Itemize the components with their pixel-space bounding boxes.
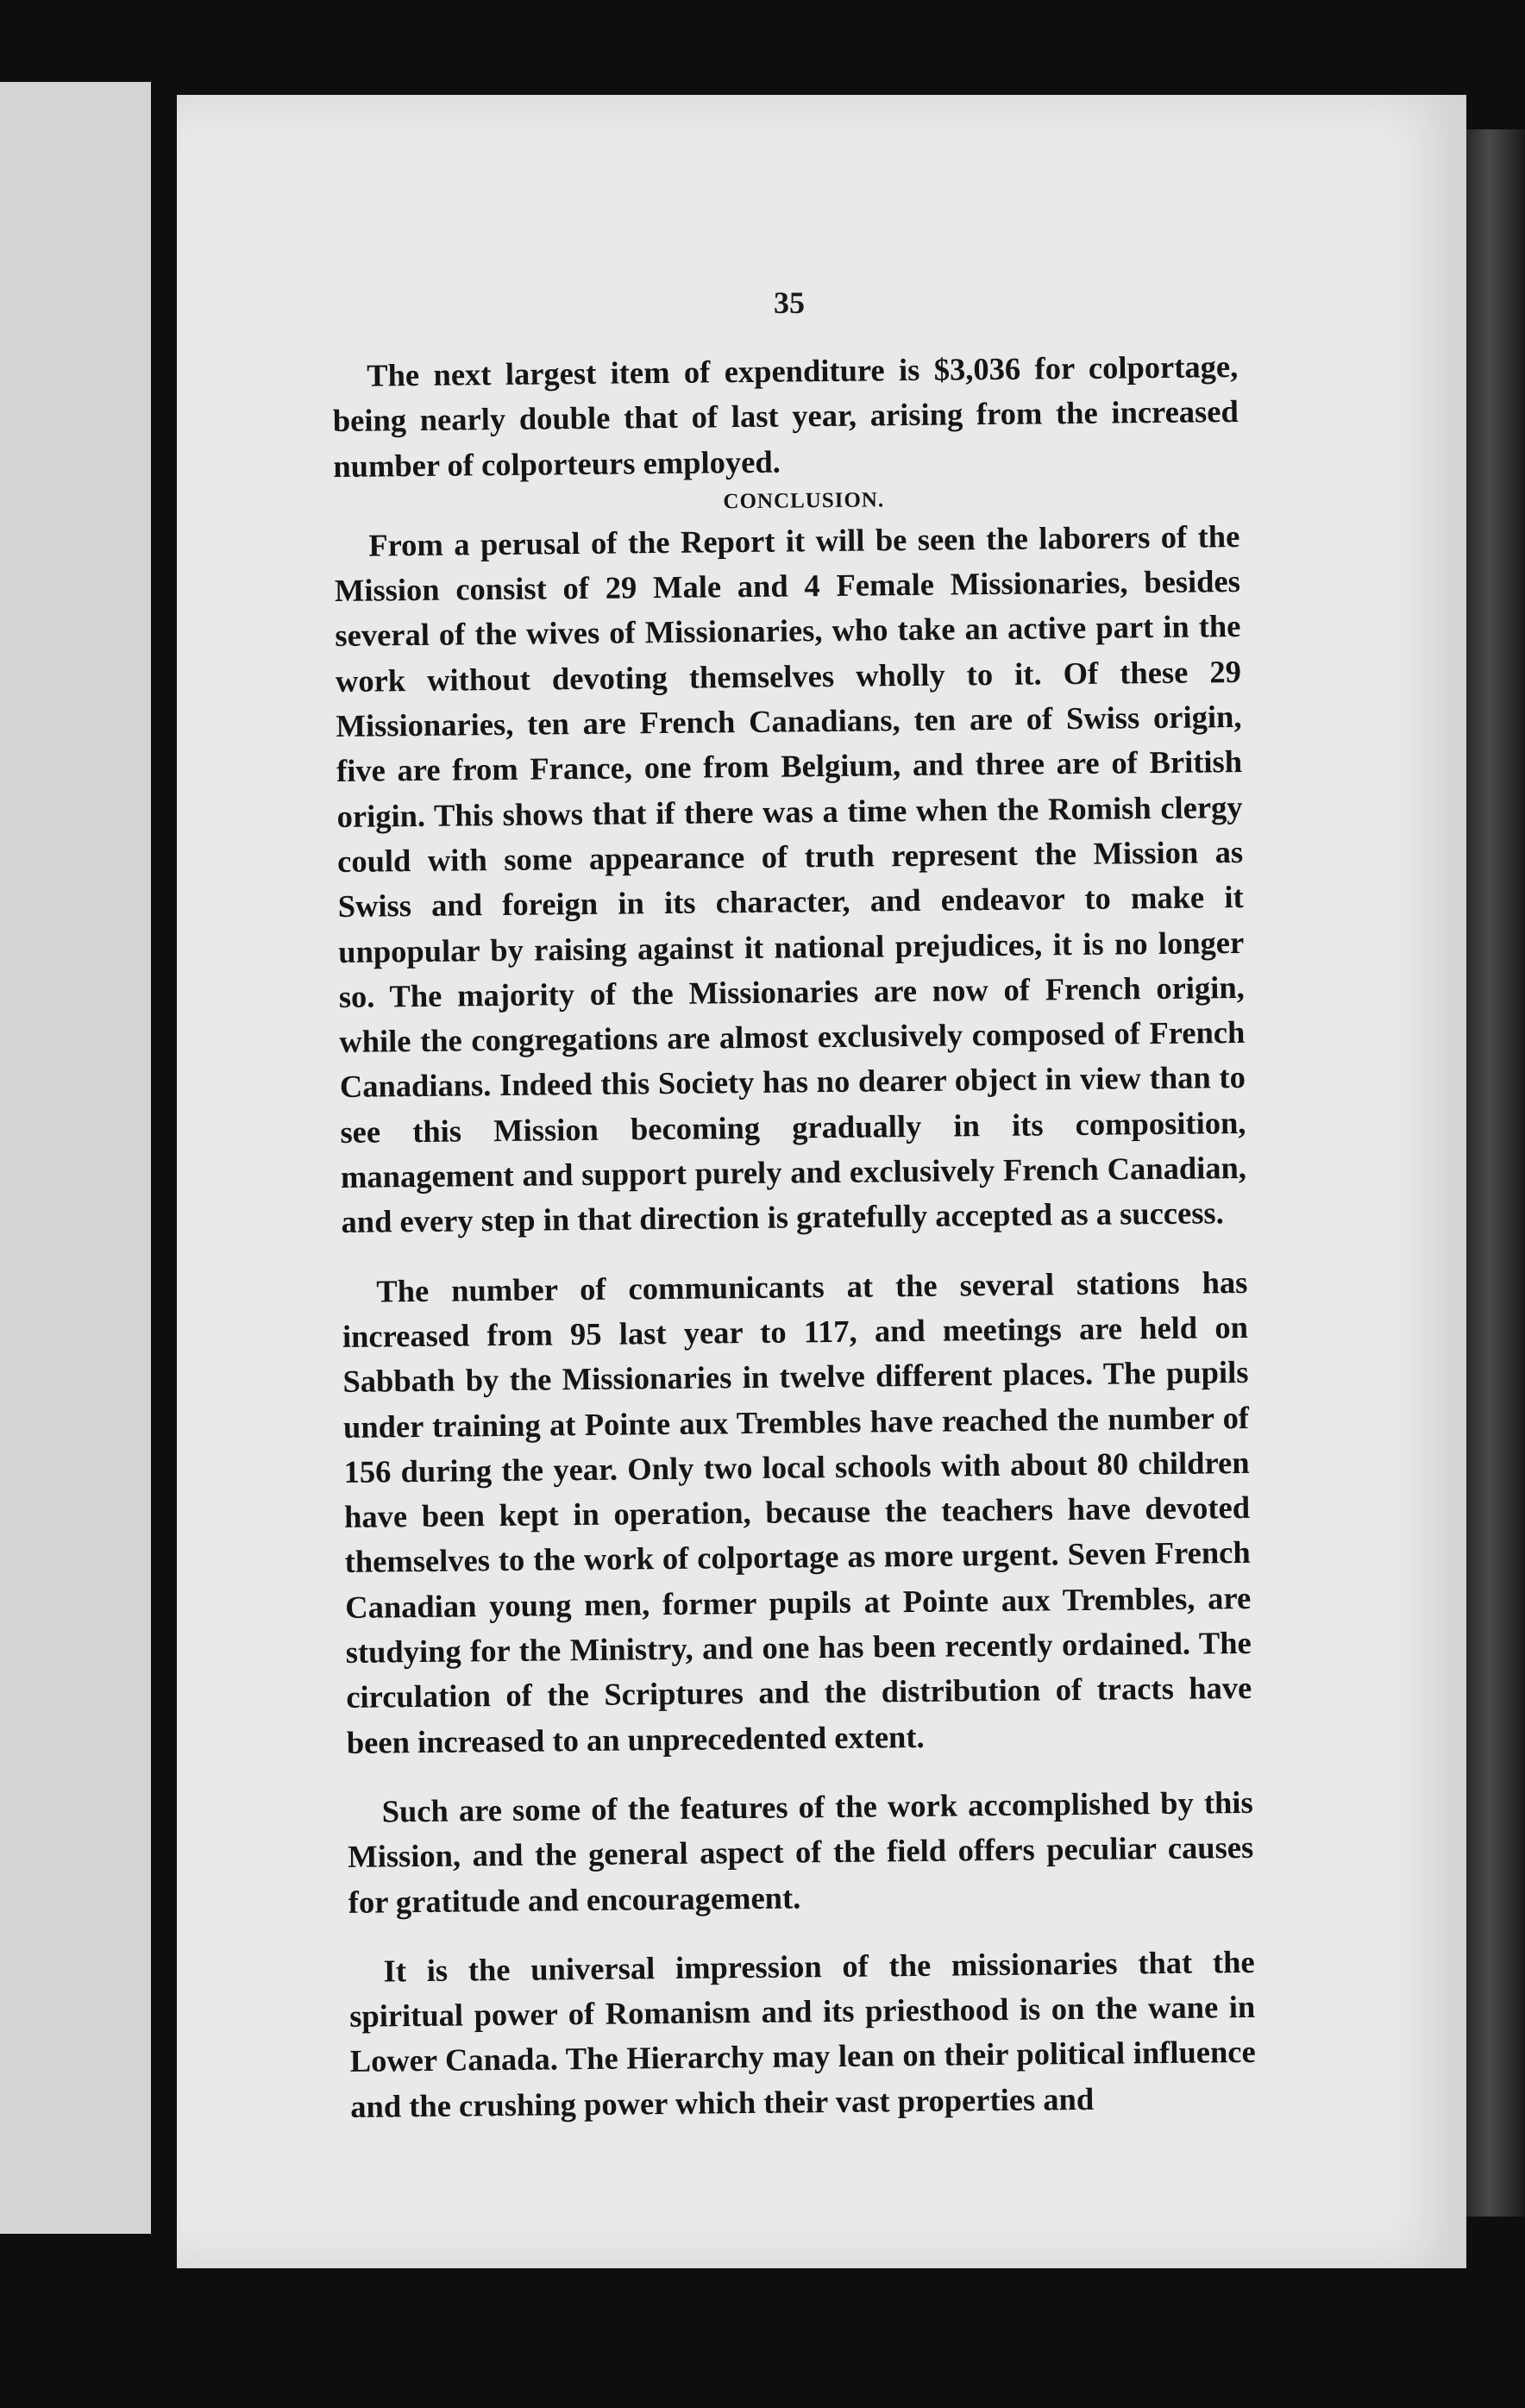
- book-page: [177, 95, 1466, 2268]
- paragraph-3: Such are some of the features of the work accomplished by this Mission, and the general aspect of the field offers peculiar causes for gratitude and encouragement.: [348, 1784, 1254, 1920]
- paragraph-4: It is the universal impression of the missionaries that the spiritual power of Romanism and its priesthood is on the wane in Lower Canada. The Hierarchy may lean on their political influence and the crushing power which their vast properties and: [348, 1943, 1256, 2124]
- book-spine-shadow: [1466, 129, 1525, 2217]
- paragraph-1: From a perusal of the Report it will be seen the laborers of the Mission consist of 29 Male and 4 Female Missionaries, besides several of the wives of Missionaries, who take an active part in the work without devoting themselves wholly to it. Of these 29 Missionaries, ten are French Canadians, ten are of Swiss origin, five are from France, one from Belgium, and three are of British origin. This shows that if there was a time when the Romish clergy could with some appearance of truth represent the Mission as Swiss and foreign in its character, and endeavor to make it unpopular by raising against it national prejudices, it is no longer so. The majority of the Missionaries are now of French origin, while the congregations are almost exclusively composed of French Canadians. Indeed this Society has no dearer object in view than to see this Mission becoming gradually in its composition, management and support purely and exclusively French Canadian, and every step in that direction is gratefully accepted as a success.: [334, 517, 1247, 1240]
- section-heading: CONCLUSION.: [723, 488, 885, 514]
- paragraph-2: The number of communicants at the several stations has increased from 95 last year to 117, and meetings are held on Sabbath by the Missionaries in twelve different places. The pupils under training at Pointe aux Trembles have reached the number of 156 during the year. Only two local schools with about 80 children have been kept in operation, because the teachers have devoted themselves to the work of colportage as more urgent. Seven French Canadian young men, former pupils at Pointe aux Trembles, are studying for the Ministry, and one has been recently ordained. The circulation of the Scriptures and the distribution of tracts have been increased to an unprecedented extent.: [342, 1264, 1252, 1760]
- body-text: [332, 344, 1257, 2129]
- page-number: 35: [774, 285, 805, 320]
- intro-paragraph: The next largest item of expenditure is $3,036 for colportage, being nearly double that of last year, arising from the increased number of colporteurs employed.: [332, 348, 1239, 484]
- facing-page-edge: [0, 82, 151, 2234]
